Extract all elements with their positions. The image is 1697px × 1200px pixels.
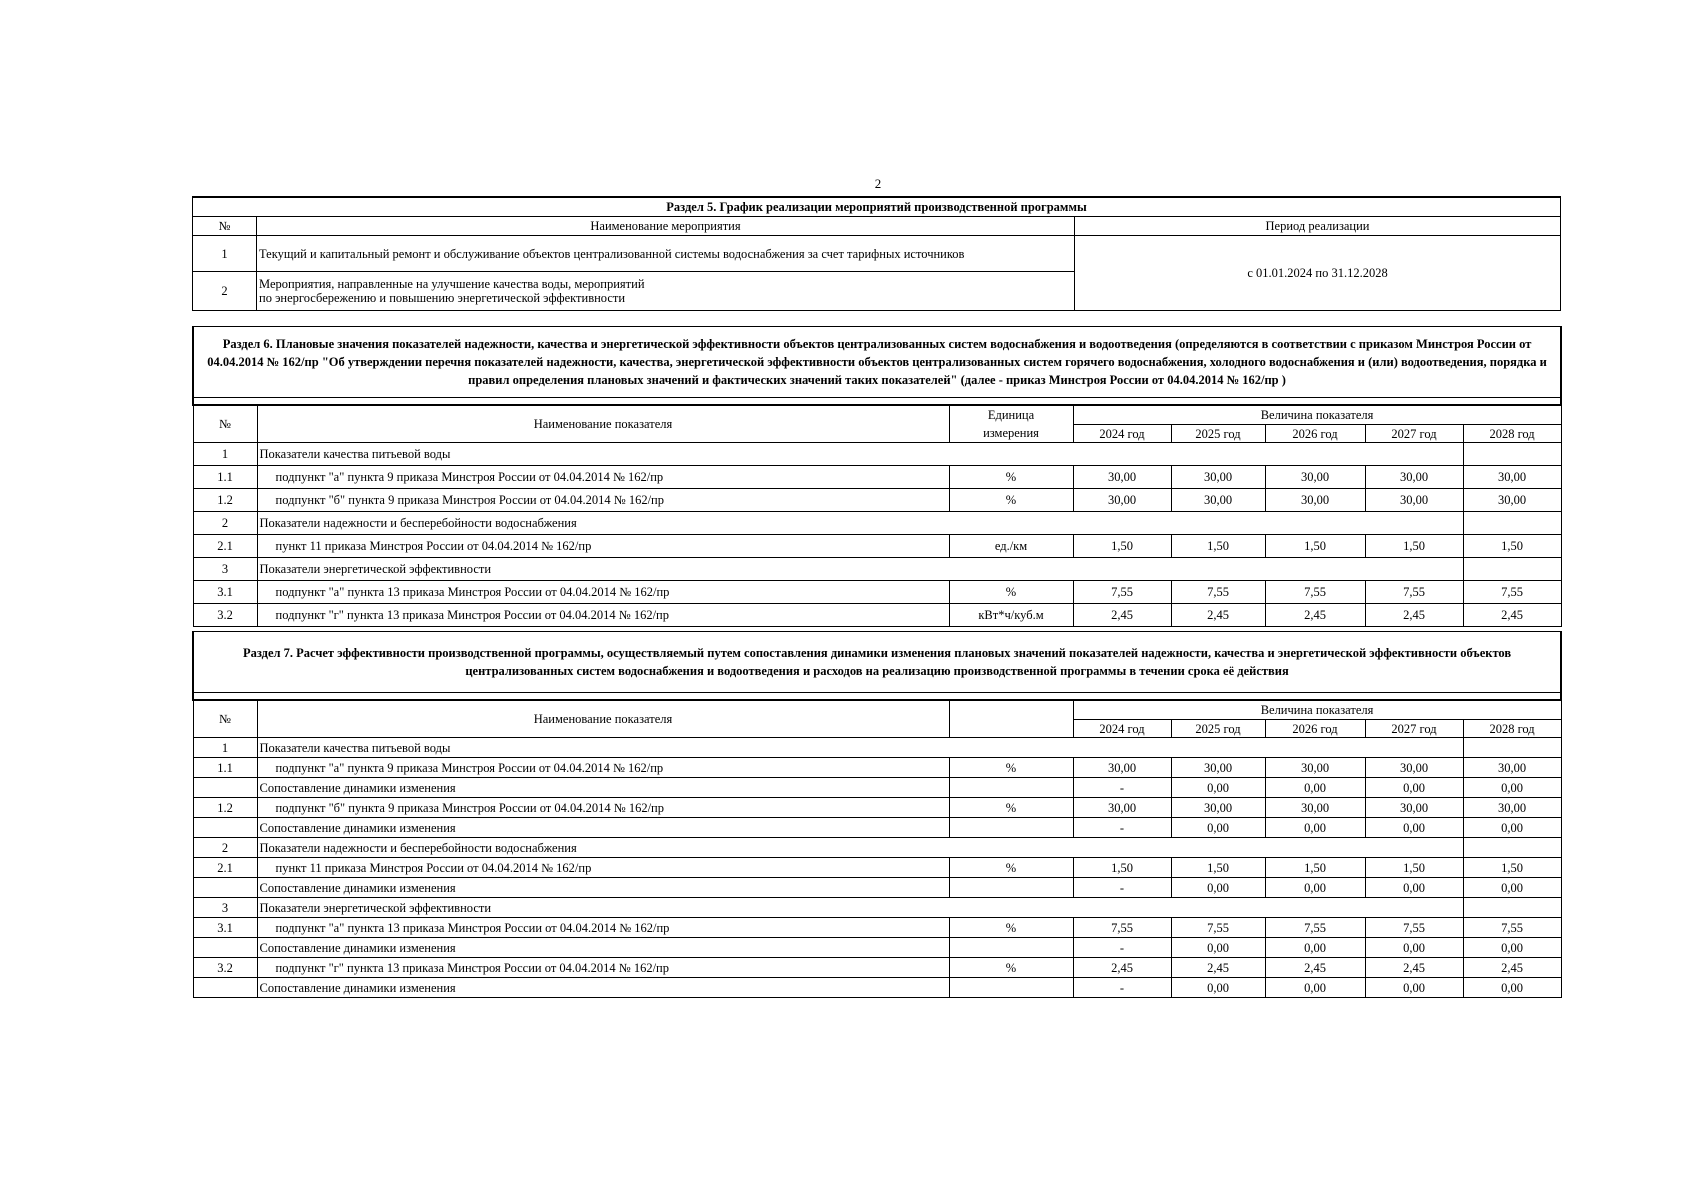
table-row — [193, 918, 1561, 938]
empty-cell — [1463, 558, 1561, 581]
value-cell: 7,55 — [1365, 918, 1463, 938]
value-cell: 0,00 — [1265, 818, 1365, 838]
section7-col-no: № — [193, 700, 257, 738]
value-cell: 2,45 — [1463, 958, 1561, 978]
value-cell: - — [1073, 878, 1171, 898]
unit-cell: % — [949, 798, 1073, 818]
value-cell: 1,50 — [1265, 858, 1365, 878]
row-number: 1 — [193, 443, 257, 466]
value-cell: 1,50 — [1365, 535, 1463, 558]
value-cell: 30,00 — [1265, 798, 1365, 818]
value-cell: 7,55 — [1463, 581, 1561, 604]
value-cell: 30,00 — [1265, 489, 1365, 512]
value-cell: 30,00 — [1265, 758, 1365, 778]
unit-cell — [949, 778, 1073, 798]
table-row — [193, 958, 1561, 978]
row-number: 2.1 — [193, 858, 257, 878]
value-cell: 0,00 — [1365, 778, 1463, 798]
group-name: Показатели качества питьевой воды — [257, 738, 1463, 758]
empty-cell — [1463, 512, 1561, 535]
unit-cell — [949, 978, 1073, 998]
value-cell: 30,00 — [1073, 758, 1171, 778]
value-cell: 30,00 — [1365, 466, 1463, 489]
value-cell: 0,00 — [1265, 978, 1365, 998]
section6-body — [193, 443, 1561, 627]
row-number — [193, 818, 257, 838]
unit-cell: ед./км — [949, 535, 1073, 558]
unit-cell: % — [949, 918, 1073, 938]
indicator-name: подпункт "г" пункта 13 приказа Минстроя России от 04.04.2014 № 162/пр — [257, 604, 949, 627]
value-cell: 0,00 — [1365, 878, 1463, 898]
row-number: 3.2 — [193, 958, 257, 978]
value-cell: 30,00 — [1365, 489, 1463, 512]
value-cell: 2,45 — [1073, 604, 1171, 627]
value-cell: 30,00 — [1463, 489, 1561, 512]
indicator-name: подпункт "б" пункта 9 приказа Минстроя России от 04.04.2014 № 162/пр — [257, 489, 949, 512]
value-cell: 2,45 — [1463, 604, 1561, 627]
value-cell: 30,00 — [1073, 489, 1171, 512]
row-number — [193, 978, 257, 998]
section7-year: 2027 год — [1365, 720, 1463, 738]
group-name: Показатели надежности и бесперебойности водоснабжения — [257, 512, 1463, 535]
unit-cell — [949, 878, 1073, 898]
row-number: 3 — [193, 898, 257, 918]
value-cell: 1,50 — [1463, 535, 1561, 558]
section5-row-name: Текущий и капитальный ремонт и обслуживание объектов централизованной системы водоснабжения за счет тарифных источников — [257, 236, 1075, 272]
value-cell: 30,00 — [1463, 798, 1561, 818]
table-row — [193, 818, 1561, 838]
indicator-name: пункт 11 приказа Минстроя России от 04.04.2014 № 162/пр — [257, 858, 949, 878]
unit-cell: % — [949, 758, 1073, 778]
table-row — [193, 858, 1561, 878]
value-cell: 0,00 — [1265, 878, 1365, 898]
section6-col-unit: измерения — [949, 425, 1073, 443]
row-number — [193, 878, 257, 898]
section7-body — [193, 738, 1561, 998]
section6-col-no: № — [193, 405, 257, 443]
section7-year: 2025 год — [1171, 720, 1265, 738]
indicator-name: Сопоставление динамики изменения — [257, 818, 949, 838]
unit-cell — [949, 938, 1073, 958]
value-cell: 7,55 — [1171, 918, 1265, 938]
value-cell: - — [1073, 818, 1171, 838]
section6-year: 2025 год — [1171, 425, 1265, 443]
table-row — [193, 938, 1561, 958]
value-cell: 0,00 — [1265, 778, 1365, 798]
table-row — [193, 604, 1561, 627]
indicator-name: Сопоставление динамики изменения — [257, 938, 949, 958]
indicator-name: подпункт "а" пункта 9 приказа Минстроя России от 04.04.2014 № 162/пр — [257, 758, 949, 778]
value-cell: 7,55 — [1265, 918, 1365, 938]
table-row — [193, 758, 1561, 778]
empty-cell — [1463, 443, 1561, 466]
section7-col-value: Величина показателя — [1073, 700, 1561, 720]
unit-cell: % — [949, 581, 1073, 604]
value-cell: 30,00 — [1365, 758, 1463, 778]
section5-row-name — [257, 272, 1075, 311]
row-number — [193, 938, 257, 958]
value-cell: 30,00 — [1265, 466, 1365, 489]
unit-cell: % — [949, 466, 1073, 489]
value-cell: 30,00 — [1171, 466, 1265, 489]
value-cell: 30,00 — [1463, 466, 1561, 489]
value-cell: 2,45 — [1073, 958, 1171, 978]
value-cell: - — [1073, 938, 1171, 958]
table-row — [193, 558, 1561, 581]
indicator-name: подпункт "а" пункта 13 приказа Минстроя России от 04.04.2014 № 162/пр — [257, 918, 949, 938]
indicator-name: подпункт "а" пункта 13 приказа Минстроя России от 04.04.2014 № 162/пр — [257, 581, 949, 604]
value-cell: 0,00 — [1365, 818, 1463, 838]
row-number: 1.1 — [193, 758, 257, 778]
section6-col-value: Величина показателя — [1073, 405, 1561, 425]
value-cell: 30,00 — [1171, 798, 1265, 818]
section5-row-name-line2: по энергосбережению и повышению энергетической эффективности — [259, 291, 626, 305]
table-row — [193, 489, 1561, 512]
row-number — [193, 778, 257, 798]
value-cell: 7,55 — [1365, 581, 1463, 604]
value-cell: 2,45 — [1265, 604, 1365, 627]
row-number: 2.1 — [193, 535, 257, 558]
unit-cell: % — [949, 489, 1073, 512]
group-name: Показатели энергетической эффективности — [257, 558, 1463, 581]
table-row — [193, 878, 1561, 898]
section5-col-name: Наименование мероприятия — [257, 217, 1075, 236]
row-number: 1 — [193, 738, 257, 758]
section6-col-unit: Единица — [949, 405, 1073, 425]
empty-cell — [1463, 738, 1561, 758]
unit-cell: кВт*ч/куб.м — [949, 604, 1073, 627]
table-row — [193, 535, 1561, 558]
unit-cell: % — [949, 958, 1073, 978]
unit-cell — [949, 818, 1073, 838]
section6-table — [192, 326, 1562, 627]
value-cell: 2,45 — [1365, 604, 1463, 627]
table-row — [193, 466, 1561, 489]
section5-col-no: № — [193, 217, 257, 236]
section7-year: 2024 год — [1073, 720, 1171, 738]
section7-title: Раздел 7. Расчет эффективности производственной программы, осуществляемый путем сопоставления динамики изменения плановых значений показателей надежности, качества и энергетической эффективности объектов централизованных систем водоснабжения и водоотведения и расходов на реализацию производственной программы в течении срока её действия — [193, 632, 1561, 693]
value-cell: 30,00 — [1171, 489, 1265, 512]
row-number: 3.1 — [193, 918, 257, 938]
indicator-name: подпункт "б" пункта 9 приказа Минстроя России от 04.04.2014 № 162/пр — [257, 798, 949, 818]
value-cell: 0,00 — [1463, 778, 1561, 798]
empty-cell — [1463, 838, 1561, 858]
group-name: Показатели качества питьевой воды — [257, 443, 1463, 466]
value-cell: 30,00 — [1171, 758, 1265, 778]
value-cell: 0,00 — [1171, 878, 1265, 898]
value-cell: 7,55 — [1463, 918, 1561, 938]
indicator-name: подпункт "а" пункта 9 приказа Минстроя России от 04.04.2014 № 162/пр — [257, 466, 949, 489]
value-cell: 7,55 — [1171, 581, 1265, 604]
section5-period: с 01.01.2024 по 31.12.2028 — [1075, 236, 1561, 311]
indicator-name: пункт 11 приказа Минстроя России от 04.04.2014 № 162/пр — [257, 535, 949, 558]
empty-cell — [1463, 898, 1561, 918]
value-cell: - — [1073, 978, 1171, 998]
group-name: Показатели энергетической эффективности — [257, 898, 1463, 918]
section5-col-period: Период реализации — [1075, 217, 1561, 236]
section7-col-name: Наименование показателя — [257, 700, 949, 738]
value-cell: 30,00 — [1463, 758, 1561, 778]
page-number: 2 — [874, 176, 882, 191]
value-cell: 7,55 — [1265, 581, 1365, 604]
unit-cell: % — [949, 858, 1073, 878]
section7-spacer — [193, 693, 1561, 701]
table-row — [193, 978, 1561, 998]
row-number: 1.2 — [193, 489, 257, 512]
value-cell: 0,00 — [1463, 978, 1561, 998]
indicator-name: Сопоставление динамики изменения — [257, 878, 949, 898]
value-cell: 30,00 — [1073, 466, 1171, 489]
indicator-name: Сопоставление динамики изменения — [257, 978, 949, 998]
table-row — [193, 778, 1561, 798]
section6-year: 2024 год — [1073, 425, 1171, 443]
value-cell: 1,50 — [1073, 535, 1171, 558]
indicator-name: подпункт "г" пункта 13 приказа Минстроя России от 04.04.2014 № 162/пр — [257, 958, 949, 978]
table-row — [193, 443, 1561, 466]
section5-row-no: 1 — [193, 236, 257, 272]
row-number: 2 — [193, 512, 257, 535]
section6-title: Раздел 6. Плановые значения показателей надежности, качества и энергетической эффективности объектов централизованных систем водоснабжения и водоотведения (определяются в соответствии с приказом Минстроя России от 04.04.2014 № 162/пр "Об утверждении перечня показателей надежности, качества, энергетической эффективности объектов централизованных систем горячего водоснабжения, холодного водоснабжения и (или) водоотведения, порядка и правил определения плановых значений и фактических значений таких показателей" (далее - приказ Минстроя России от 04.04.2014 № 162/пр ) — [193, 327, 1561, 398]
value-cell: 0,00 — [1171, 818, 1265, 838]
table-row — [193, 898, 1561, 918]
value-cell: - — [1073, 778, 1171, 798]
section7-year: 2026 год — [1265, 720, 1365, 738]
value-cell: 1,50 — [1365, 858, 1463, 878]
value-cell: 7,55 — [1073, 918, 1171, 938]
row-number: 3.2 — [193, 604, 257, 627]
table-row — [193, 838, 1561, 858]
indicator-name: Сопоставление динамики изменения — [257, 778, 949, 798]
value-cell: 7,55 — [1073, 581, 1171, 604]
value-cell: 2,45 — [1265, 958, 1365, 978]
value-cell: 2,45 — [1171, 604, 1265, 627]
value-cell: 1,50 — [1171, 535, 1265, 558]
table-row — [193, 581, 1561, 604]
value-cell: 30,00 — [1073, 798, 1171, 818]
value-cell: 0,00 — [1265, 938, 1365, 958]
value-cell: 1,50 — [1171, 858, 1265, 878]
section7-year: 2028 год — [1463, 720, 1561, 738]
row-number: 2 — [193, 838, 257, 858]
section5-row-name-line1: Мероприятия, направленные на улучшение качества воды, мероприятий — [259, 277, 645, 291]
table-row — [193, 738, 1561, 758]
value-cell: 0,00 — [1171, 978, 1265, 998]
table-row — [193, 512, 1561, 535]
value-cell: 30,00 — [1365, 798, 1463, 818]
value-cell: 0,00 — [1463, 938, 1561, 958]
row-number: 1.2 — [193, 798, 257, 818]
table-row — [193, 798, 1561, 818]
group-name: Показатели надежности и бесперебойности водоснабжения — [257, 838, 1463, 858]
section6-year: 2028 год — [1463, 425, 1561, 443]
value-cell: 0,00 — [1365, 938, 1463, 958]
section6-spacer — [193, 398, 1561, 406]
value-cell: 2,45 — [1171, 958, 1265, 978]
value-cell: 0,00 — [1463, 818, 1561, 838]
section5-title: Раздел 5. График реализации мероприятий производственной программы — [193, 197, 1561, 217]
section5-table — [192, 196, 1561, 311]
section7-table — [192, 631, 1562, 998]
value-cell: 1,50 — [1073, 858, 1171, 878]
row-number: 3 — [193, 558, 257, 581]
value-cell: 0,00 — [1171, 778, 1265, 798]
value-cell: 1,50 — [1463, 858, 1561, 878]
value-cell: 2,45 — [1365, 958, 1463, 978]
section6-col-name: Наименование показателя — [257, 405, 949, 443]
section7-col-unit — [949, 700, 1073, 738]
value-cell: 0,00 — [1463, 878, 1561, 898]
value-cell: 0,00 — [1171, 938, 1265, 958]
section6-year: 2026 год — [1265, 425, 1365, 443]
section5-row-no: 2 — [193, 272, 257, 311]
section6-year: 2027 год — [1365, 425, 1463, 443]
value-cell: 0,00 — [1365, 978, 1463, 998]
row-number: 1.1 — [193, 466, 257, 489]
value-cell: 1,50 — [1265, 535, 1365, 558]
row-number: 3.1 — [193, 581, 257, 604]
